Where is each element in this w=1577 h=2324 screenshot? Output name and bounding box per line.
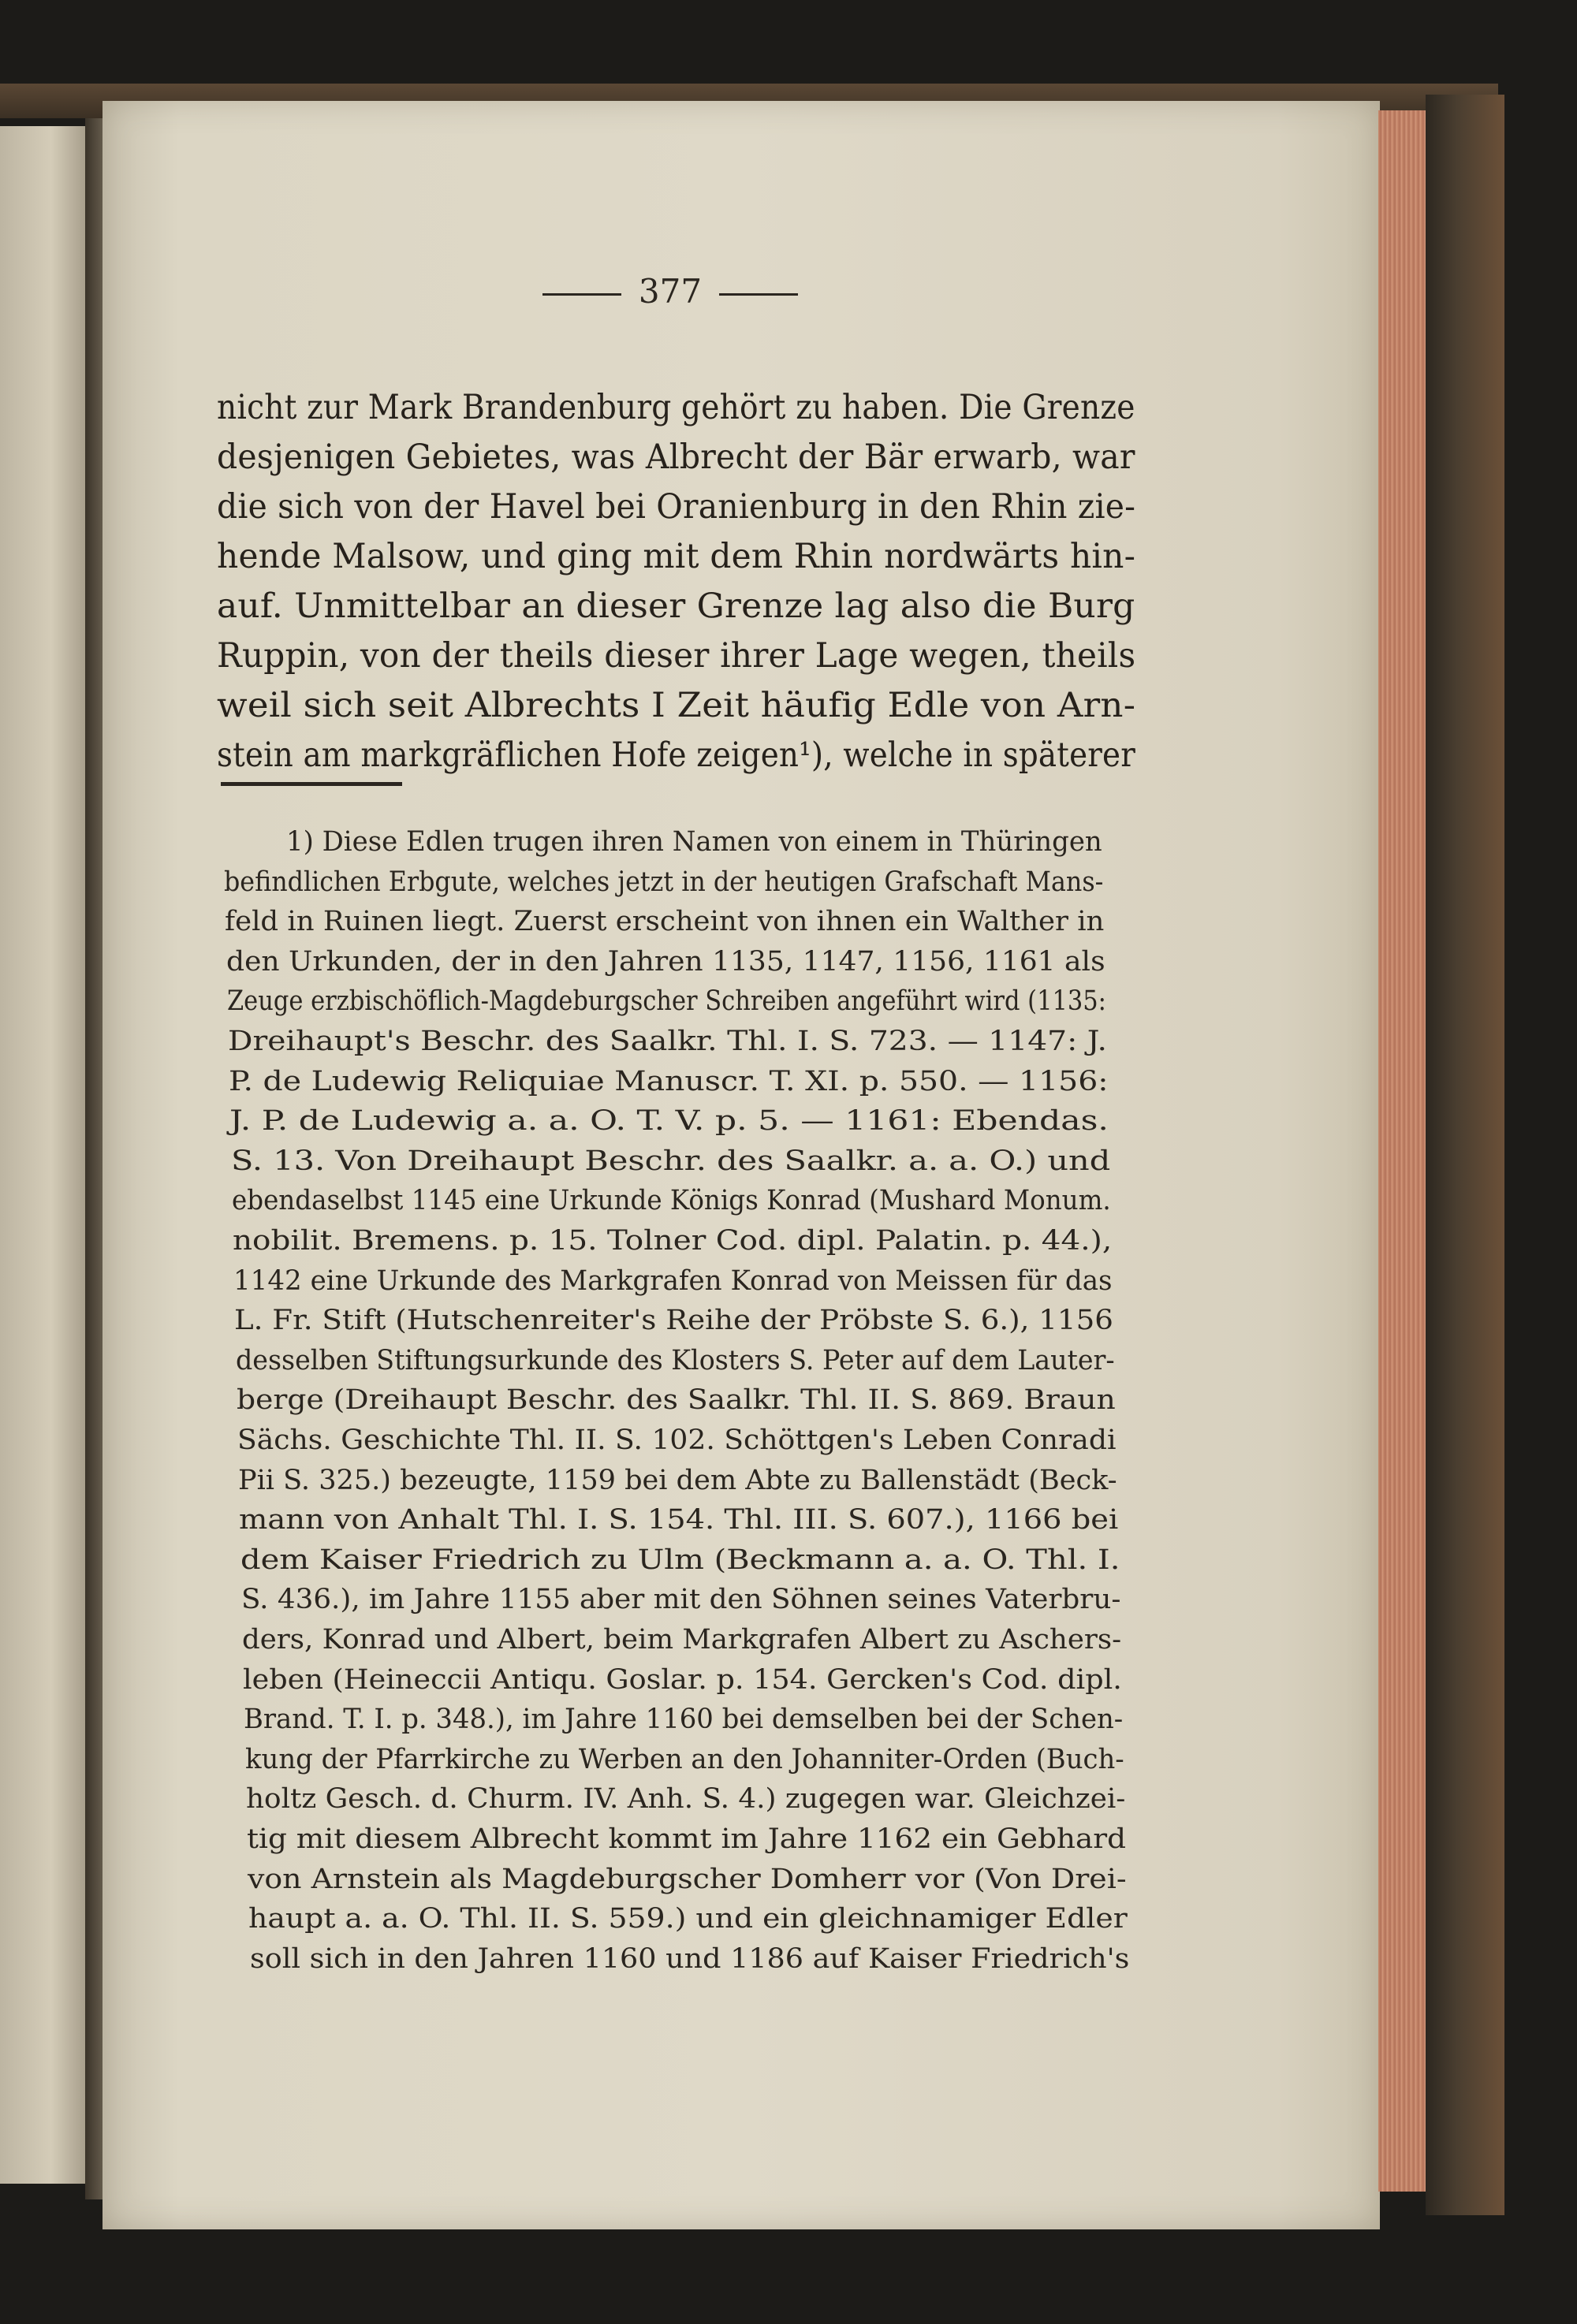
body-line: Ruppin, von der theils dieser ihrer Lage wegen, theils: [217, 636, 1136, 676]
footnote-line: Dreihaupt's Beschr. des Saalkr. Thl. I. S. 723. — 1147: J.: [228, 1026, 1107, 1057]
body-line: die sich von der Havel bei Oranienburg in den Rhin zie-: [217, 487, 1136, 527]
footnote-line: mann von Anhalt Thl. I. S. 154. Thl. III. S. 607.), 1166 bei: [239, 1504, 1119, 1536]
footnote-line: L. Fr. Stift (Hutschenreiter's Reihe der Pröbste S. 6.), 1156: [234, 1305, 1114, 1337]
page-number: 377: [638, 272, 703, 311]
body-line: auf. Unmittelbar an dieser Grenze lag also die Burg: [217, 587, 1135, 626]
header-dash-left: [542, 293, 621, 296]
footnote-line: J. P. de Ludewig a. a. O. T. V. p. 5. — 1161: Ebendas.: [229, 1105, 1109, 1138]
footnote-line: den Urkunden, der in den Jahren 1135, 1147, 1156, 1161 als: [226, 945, 1105, 978]
left-facing-page: [0, 126, 88, 2184]
body-line: nicht zur Mark Brandenburg gehört zu haben. Die Grenze: [217, 388, 1135, 427]
footnote-line: 1) Diese Edlen trugen ihren Namen von einem in Thüringen: [286, 826, 1102, 858]
footnote-line: tig mit diesem Albrecht kommt im Jahre 1162 ein Gebhard: [247, 1823, 1127, 1855]
footnote-line: ebendaselbst 1145 eine Urkunde Königs Konrad (Mushard Monum.: [231, 1185, 1111, 1217]
footnote-line: befindlichen Erbgute, welches jetzt in der heutigen Grafschaft Mans-: [224, 866, 1104, 898]
body-line: hende Malsow, und ging mit dem Rhin nordwärts hin-: [217, 537, 1136, 576]
footnote-line: S. 436.), im Jahre 1155 aber mit den Söhnen seines Vaterbru-: [240, 1584, 1121, 1616]
footnote-line: feld in Ruinen liegt. Zuerst erscheint von ihnen ein Walther in: [225, 906, 1105, 938]
footnote-line: kung der Pfarrkirche zu Werben an den Johanniter-Orden (Buch-: [244, 1743, 1124, 1775]
footnote-line: ders, Konrad und Albert, beim Markgrafen Albert zu Aschers-: [242, 1624, 1122, 1655]
footnote-line: nobilit. Bremens. p. 15. Tolner Cod. dipl. Palatin. p. 44.),: [233, 1225, 1113, 1257]
book-cover-edge: [1426, 95, 1504, 2215]
footnote-line: 1142 eine Urkunde des Markgrafen Konrad von Meissen für das: [233, 1264, 1113, 1297]
footnote-line: von Arnstein als Magdeburgscher Domherr vor (Von Drei-: [248, 1863, 1127, 1895]
body-line: stein am markgräflichen Hofe zeigen¹), welche in späterer: [217, 736, 1135, 775]
footnote-line: soll sich in den Jahren 1160 und 1186 auf Kaiser Friedrich's: [249, 1942, 1130, 1975]
body-line: desjenigen Gebietes, was Albrecht der Bär erwarb, war: [217, 438, 1135, 477]
footnote-rule: [221, 782, 402, 786]
page-header: [513, 272, 828, 311]
footnote-line: Sächs. Geschichte Thl. II. S. 102. Schöttgen's Leben Conradi: [237, 1425, 1117, 1456]
footnote-line: desselben Stiftungsurkunde des Klosters S. Peter auf dem Lauter-: [235, 1344, 1115, 1376]
footnote-line: haupt a. a. O. Thl. II. S. 559.) und ein gleichnamiger Edler: [248, 1903, 1128, 1935]
header-dash-right: [719, 293, 798, 296]
footnote-line: S. 13. Von Dreihaupt Beschr. des Saalkr. a. a. O.) und: [230, 1145, 1110, 1177]
footnote-line: berge (Dreihaupt Beschr. des Saalkr. Thl. II. S. 869. Braun: [236, 1384, 1116, 1417]
footnote-line: Brand. T. I. p. 348.), im Jahre 1160 bei demselben bei der Schen-: [244, 1704, 1124, 1736]
footnote-line: dem Kaiser Friedrich zu Ulm (Beckmann a. a. O. Thl. I.: [240, 1544, 1120, 1576]
body-line: weil sich seit Albrechts I Zeit häufig Edle von Arn-: [217, 686, 1136, 725]
footnote-line: leben (Heineccii Antiqu. Goslar. p. 154. Gercken's Cod. dipl.: [243, 1663, 1123, 1696]
page-edges: [1378, 110, 1426, 2192]
footnote-line: Zeuge erzbischöflich-Magdeburgscher Schreiben angeführt wird (1135:: [226, 985, 1106, 1018]
footnote-line: holtz Gesch. d. Churm. IV. Anh. S. 4.) zugegen war. Gleichzei-: [245, 1783, 1126, 1816]
footnote-line: Pii S. 325.) bezeugte, 1159 bei dem Abte zu Ballenstädt (Beck-: [238, 1464, 1117, 1496]
footnote-line: P. de Ludewig Reliquiae Manuscr. T. XI. p. 550. — 1156:: [229, 1065, 1109, 1097]
